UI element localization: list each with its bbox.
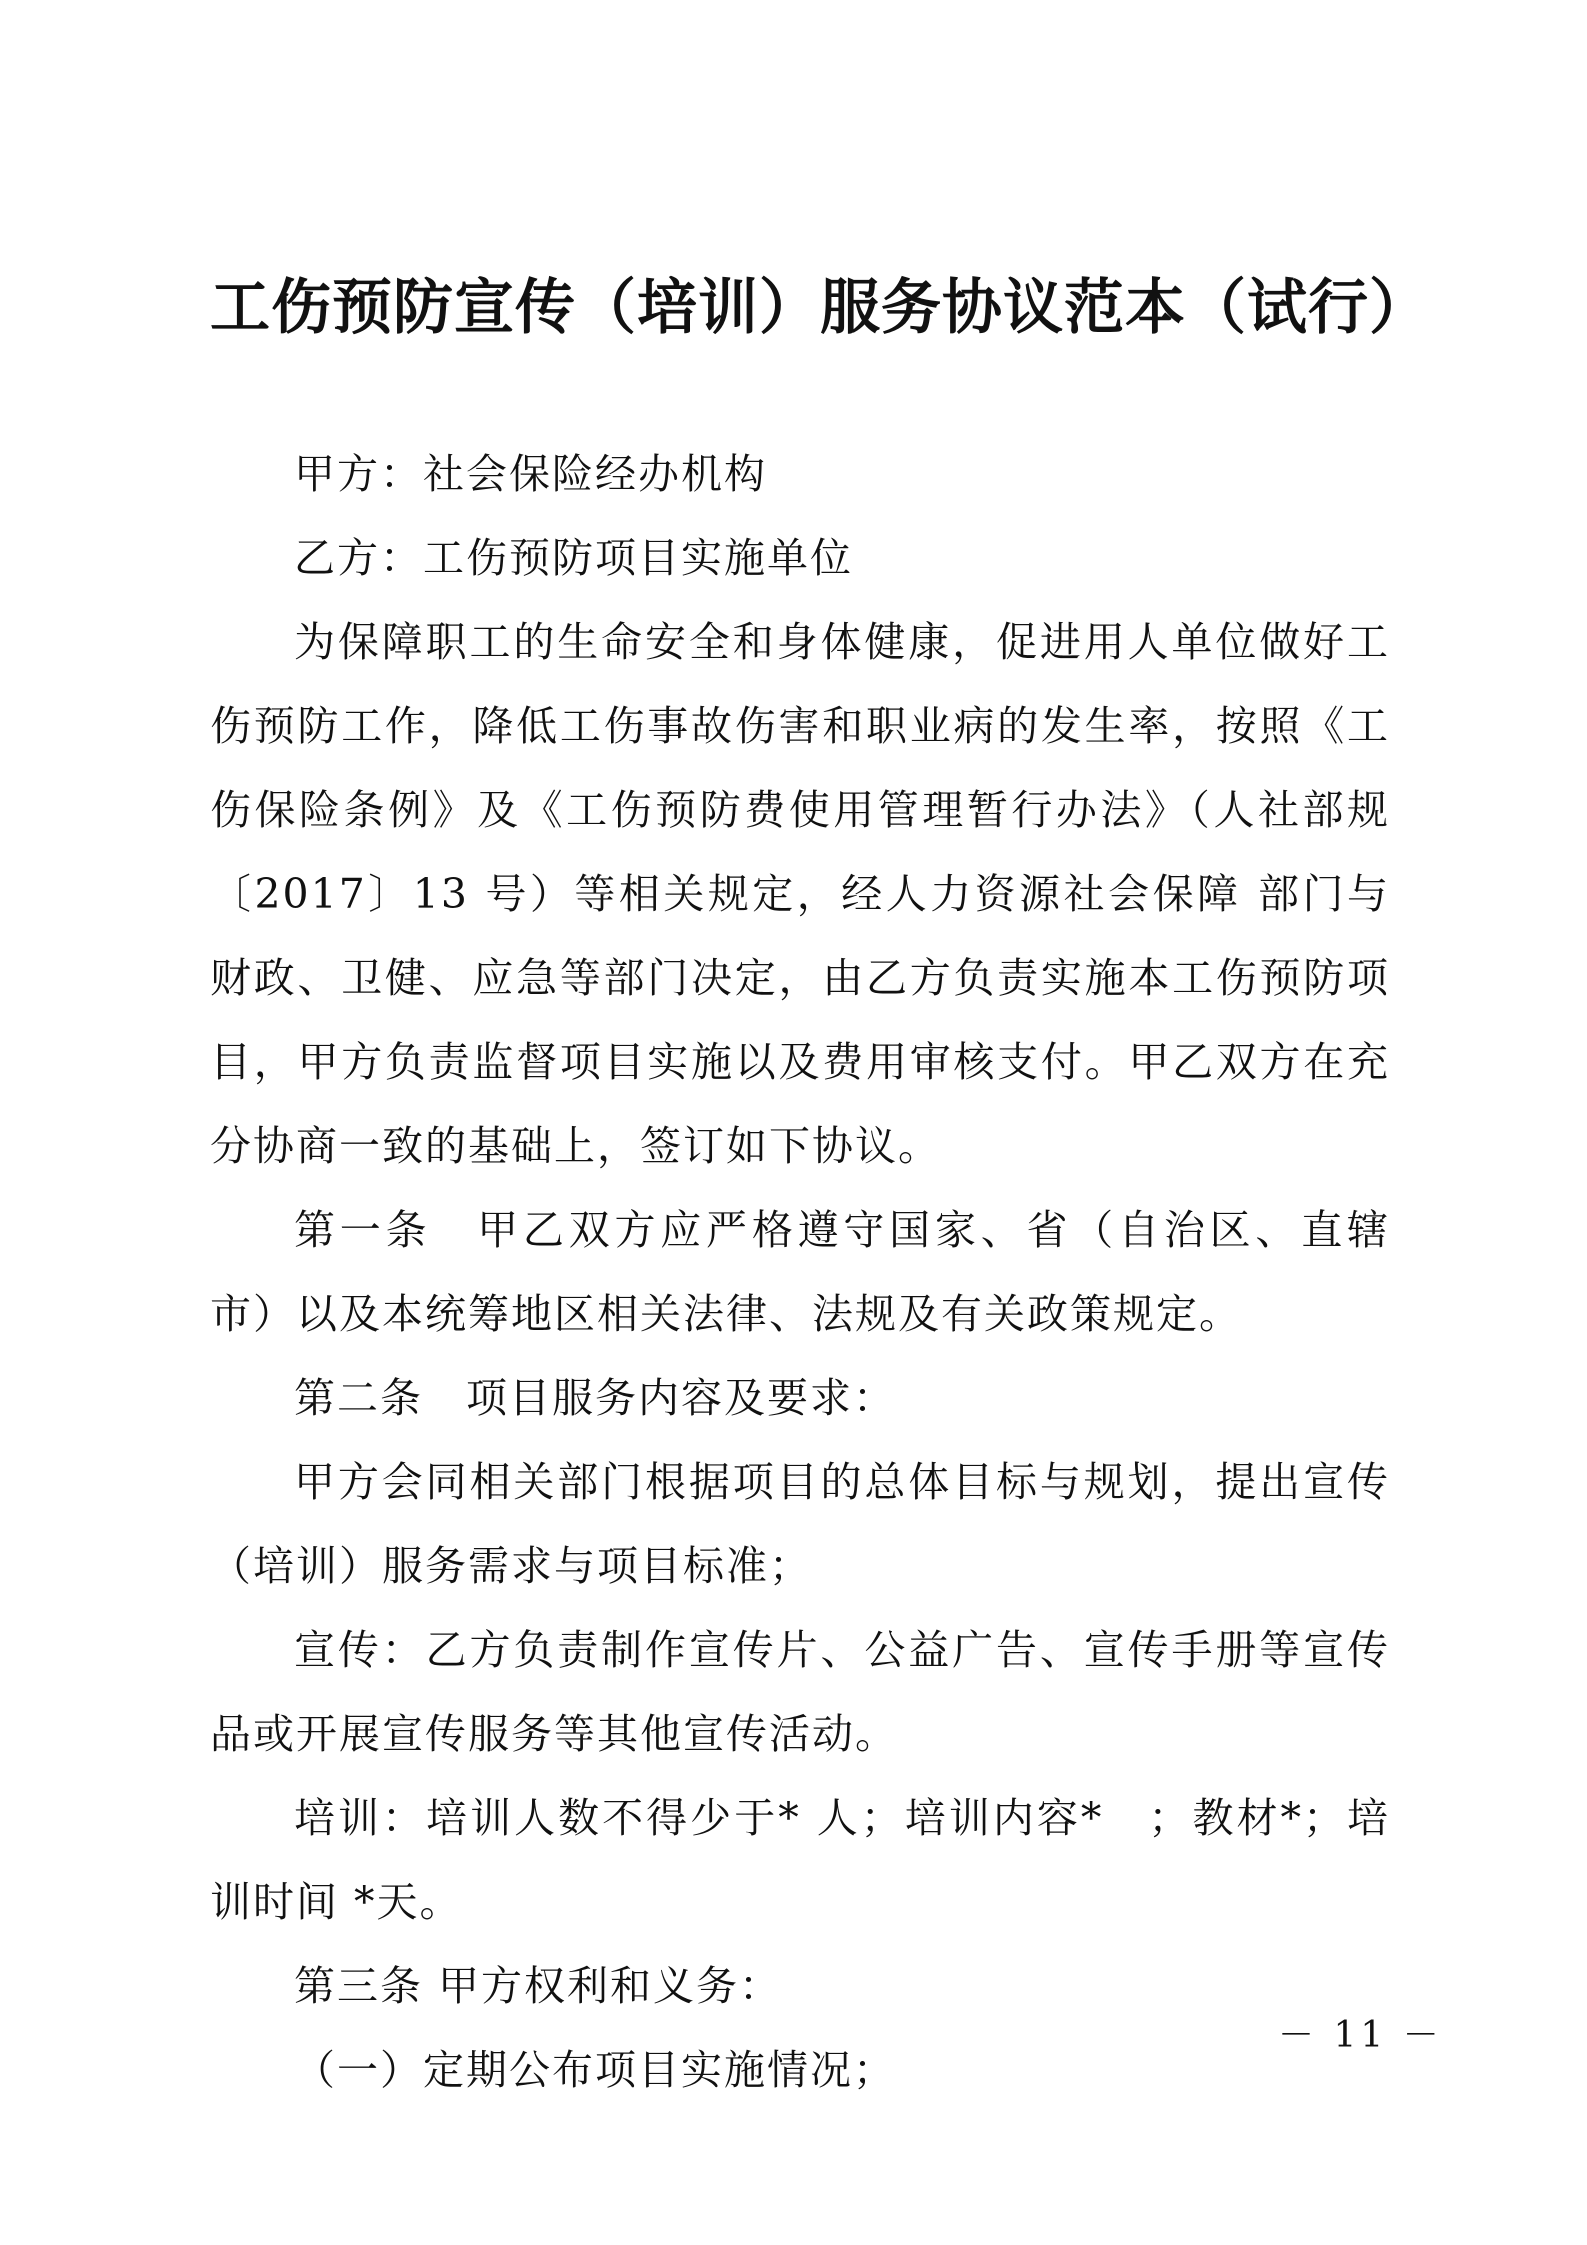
page-number: － 11 － bbox=[1278, 2015, 1443, 2056]
article-two-training: 培训：培训人数不得少于* 人；培训内容* ；教材*；培训时间 *天。 bbox=[210, 1794, 1390, 1926]
article-one: 第一条 甲乙双方应严格遵守国家、省（自治区、直辖市）以及本统筹地区相关法律、法规及有关政策规定。 bbox=[210, 1206, 1390, 1338]
article-two-requirements: 甲方会同相关部门根据项目的总体目标与规划，提出宣传（培训）服务需求与项目标准； bbox=[210, 1458, 1390, 1590]
article-three-item-one: （一）定期公布项目实施情况； bbox=[294, 2046, 896, 2094]
party-a-line: 甲方：社会保险经办机构 bbox=[294, 450, 767, 498]
party-b-line: 乙方：工伤预防项目实施单位 bbox=[294, 534, 853, 582]
document-title: 工伤预防宣传（培训）服务协议范本（试行） bbox=[210, 273, 1430, 343]
preamble-paragraph: 为保障职工的生命安全和身体健康，促进用人单位做好工伤预防工作，降低工伤事故伤害和职业病的发生率，按照《工伤保险条例》及《工伤预防费使用管理暂行办法》（人社部规〔2017〕13 号）等相关规定，经人力资源社会保障 部门与财政、卫健、应急等部门决定，由乙方负责实施本工伤预防项目，甲方负责监督项目实施以及费用审核支付。甲乙双方在充分协商一致的基础上，签订如下协议。 bbox=[210, 618, 1390, 1170]
article-two-publicity: 宣传：乙方负责制作宣传片、公益广告、宣传手册等宣传品或开展宣传服务等其他宣传活动。 bbox=[210, 1626, 1390, 1758]
document-body bbox=[210, 432, 1390, 2112]
article-two-heading: 第二条 项目服务内容及要求： bbox=[294, 1374, 896, 1422]
article-three-heading: 第三条 甲方权利和义务： bbox=[294, 1962, 783, 2010]
